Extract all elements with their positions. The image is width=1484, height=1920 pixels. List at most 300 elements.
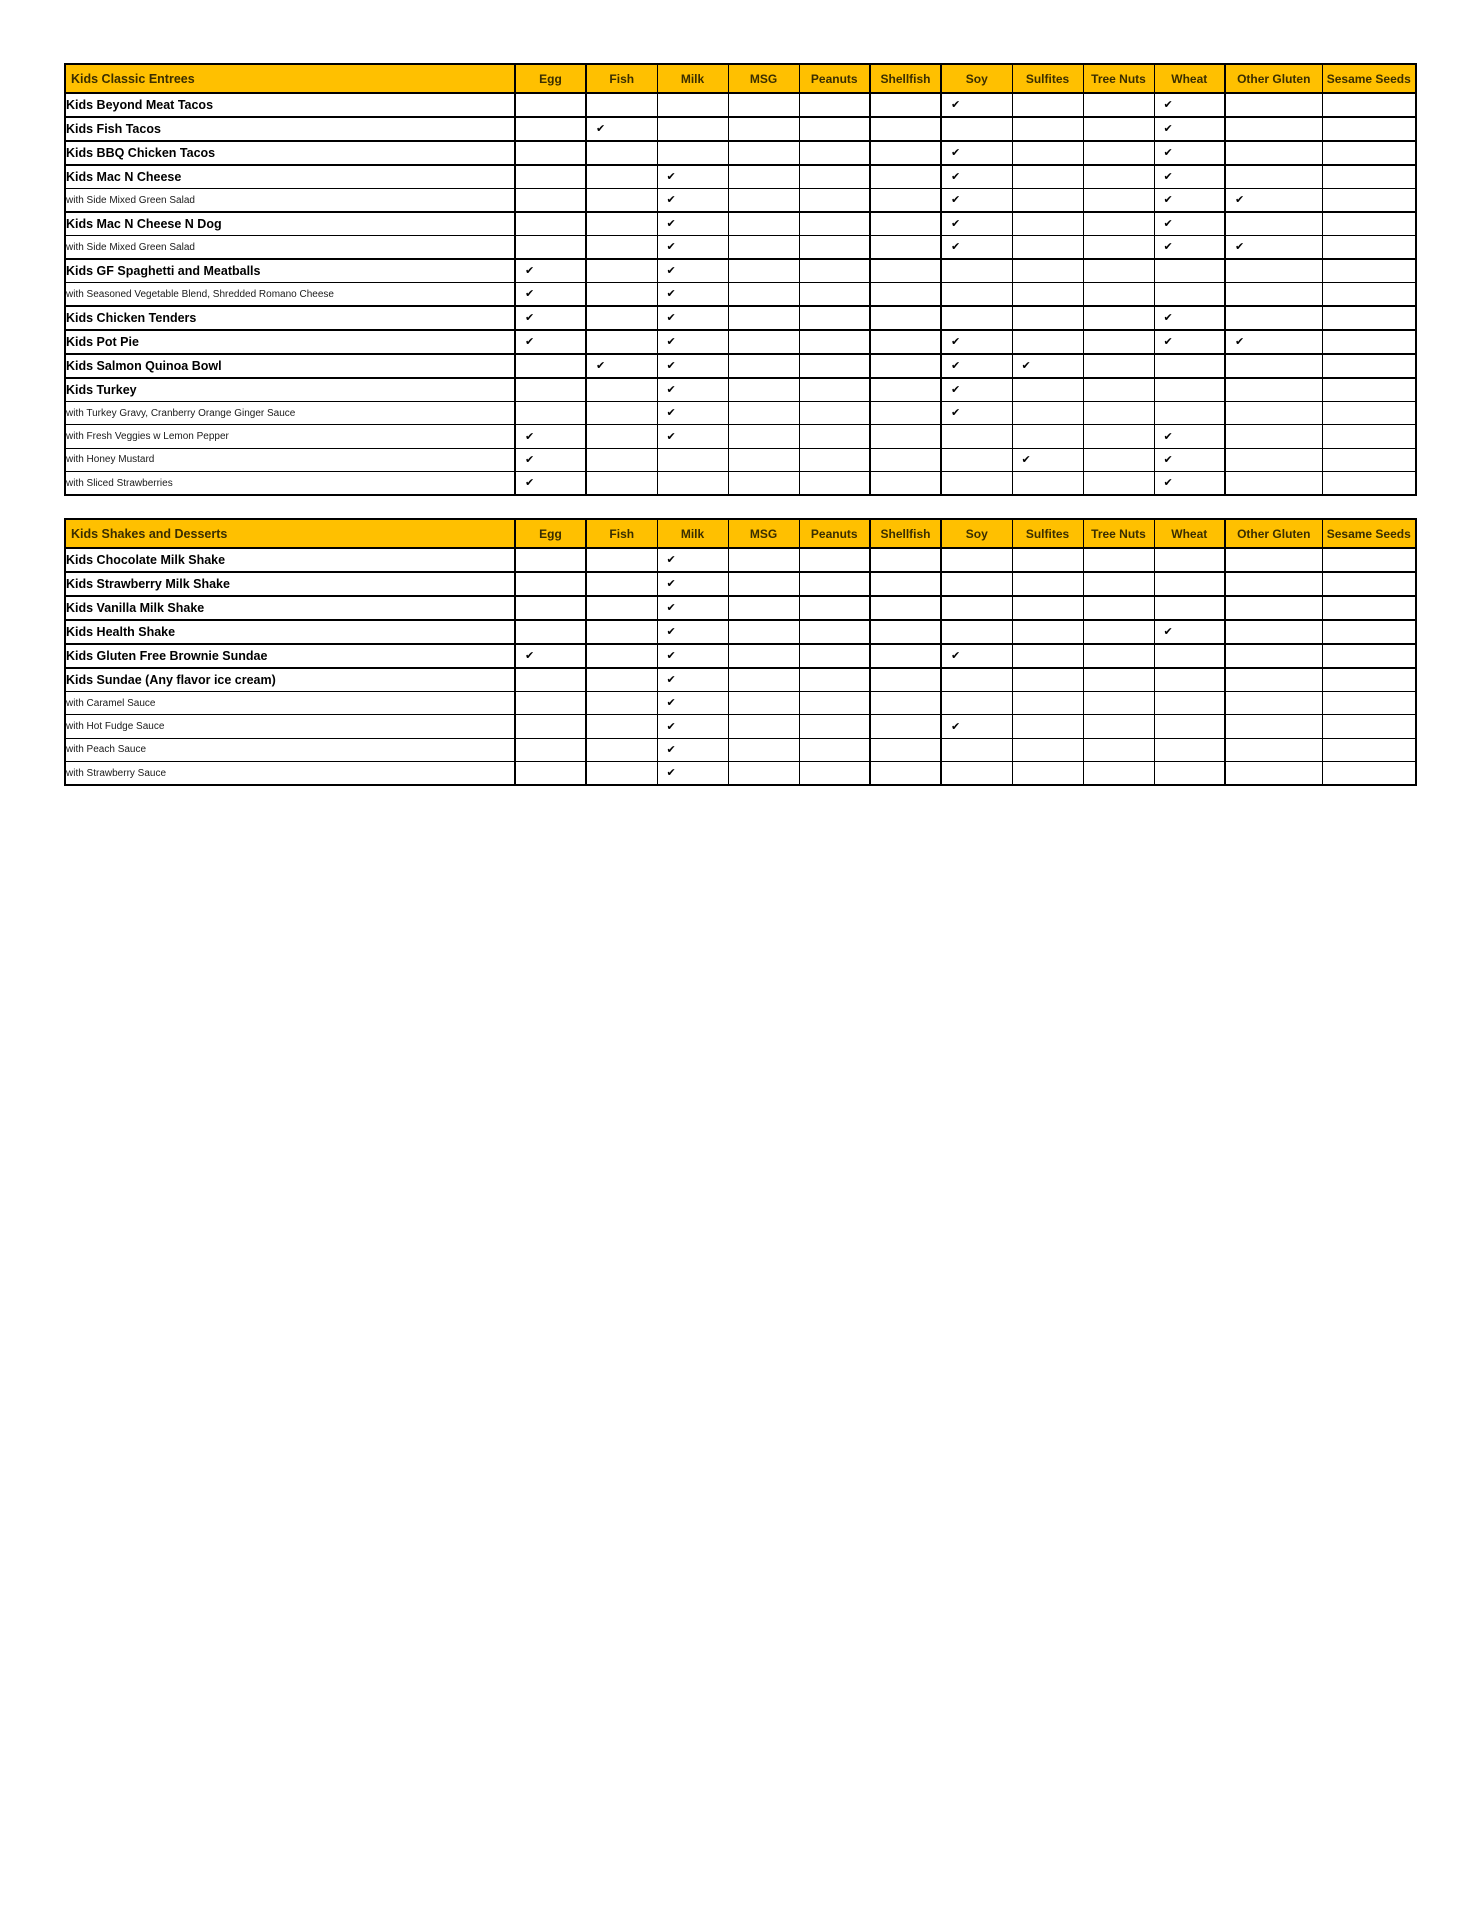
allergen-cell-sesame-seeds (1322, 548, 1416, 572)
check-icon: ✔ (951, 171, 961, 183)
allergen-cell-soy (941, 330, 1012, 354)
allergen-cell-sesame-seeds (1322, 620, 1416, 644)
allergen-cell-sesame-seeds (1322, 212, 1416, 236)
allergen-cell-shellfish (870, 259, 941, 283)
allergen-cell-msg (728, 117, 799, 141)
menu-row (65, 472, 1416, 496)
check-icon: ✔ (666, 336, 676, 348)
allergen-cell-wheat (1154, 330, 1225, 354)
allergen-cell-sulfites (1012, 236, 1083, 260)
allergen-cell-wheat (1154, 236, 1225, 260)
allergen-cell-other-gluten (1225, 448, 1322, 471)
allergen-cell-shellfish (870, 165, 941, 189)
allergen-cell-soy (941, 472, 1012, 496)
check-icon: ✔ (596, 360, 606, 372)
allergen-cell-other-gluten (1225, 354, 1322, 378)
allergen-cell-shellfish (870, 644, 941, 668)
allergen-cell-tree-nuts (1083, 738, 1154, 761)
allergen-cell-shellfish (870, 692, 941, 715)
sub-item-label: with Fresh Veggies w Lemon Pepper (65, 425, 515, 448)
allergen-cell-peanuts (799, 306, 870, 330)
allergen-cell-msg (728, 644, 799, 668)
allergen-cell-sesame-seeds (1322, 668, 1416, 692)
allergen-cell-wheat (1154, 378, 1225, 402)
allergen-cell-fish (586, 572, 657, 596)
check-icon: ✔ (525, 288, 535, 300)
allergen-cell-msg (728, 692, 799, 715)
allergen-cell-sulfites (1012, 548, 1083, 572)
allergen-cell-soy (941, 259, 1012, 283)
allergen-cell-tree-nuts (1083, 762, 1154, 786)
allergen-cell-egg (515, 572, 586, 596)
allergen-cell-shellfish (870, 402, 941, 425)
allergen-cell-sulfites (1012, 472, 1083, 496)
column-header-milk: Milk (657, 64, 728, 93)
allergen-cell-egg (515, 448, 586, 471)
column-header-egg: Egg (515, 64, 586, 93)
allergen-cell-msg (728, 330, 799, 354)
allergen-cell-fish (586, 93, 657, 117)
allergen-cell-tree-nuts (1083, 117, 1154, 141)
column-header-milk: Milk (657, 519, 728, 548)
allergen-cell-shellfish (870, 189, 941, 213)
menu-row (65, 692, 1416, 715)
allergen-cell-other-gluten (1225, 620, 1322, 644)
allergen-cell-other-gluten (1225, 668, 1322, 692)
allergen-table-kids-classic-entrees (64, 63, 1417, 496)
column-header-tree-nuts: Tree Nuts (1083, 519, 1154, 548)
menu-row (65, 259, 1416, 283)
allergen-cell-tree-nuts (1083, 93, 1154, 117)
allergen-cell-peanuts (799, 378, 870, 402)
allergen-cell-soy (941, 283, 1012, 307)
allergen-cell-peanuts (799, 354, 870, 378)
allergen-cell-msg (728, 93, 799, 117)
menu-row (65, 189, 1416, 213)
allergen-cell-tree-nuts (1083, 330, 1154, 354)
allergen-cell-wheat (1154, 715, 1225, 738)
column-header-shellfish: Shellfish (870, 519, 941, 548)
allergen-cell-milk (657, 472, 728, 496)
allergen-cell-msg (728, 165, 799, 189)
check-icon: ✔ (951, 407, 961, 420)
allergen-cell-msg (728, 212, 799, 236)
allergen-cell-wheat (1154, 402, 1225, 425)
allergen-cell-msg (728, 620, 799, 644)
allergen-cell-egg (515, 141, 586, 165)
column-header-sesame-seeds: Sesame Seeds (1322, 519, 1416, 548)
allergen-cell-soy (941, 620, 1012, 644)
allergen-cell-sesame-seeds (1322, 692, 1416, 715)
allergen-cell-egg (515, 738, 586, 761)
allergen-cell-shellfish (870, 762, 941, 786)
allergen-cell-sesame-seeds (1322, 762, 1416, 786)
allergen-cell-fish (586, 378, 657, 402)
allergen-cell-sulfites (1012, 762, 1083, 786)
allergen-cell-msg (728, 668, 799, 692)
allergen-cell-milk (657, 448, 728, 471)
allergen-cell-egg (515, 596, 586, 620)
sub-item-label: with Side Mixed Green Salad (65, 189, 515, 213)
allergen-cell-milk (657, 306, 728, 330)
allergen-cell-other-gluten (1225, 236, 1322, 260)
allergen-cell-peanuts (799, 283, 870, 307)
allergen-cell-wheat (1154, 212, 1225, 236)
menu-row (65, 425, 1416, 448)
allergen-cell-fish (586, 620, 657, 644)
allergen-cell-milk (657, 189, 728, 213)
check-icon: ✔ (525, 312, 535, 324)
menu-row (65, 165, 1416, 189)
allergen-cell-milk (657, 425, 728, 448)
allergen-cell-sesame-seeds (1322, 306, 1416, 330)
allergen-cell-wheat (1154, 620, 1225, 644)
allergen-cell-peanuts (799, 548, 870, 572)
allergen-cell-wheat (1154, 93, 1225, 117)
column-header-other-gluten: Other Gluten (1225, 64, 1322, 93)
allergen-cell-other-gluten (1225, 330, 1322, 354)
allergen-cell-msg (728, 189, 799, 213)
check-icon: ✔ (666, 720, 676, 733)
allergen-cell-soy (941, 572, 1012, 596)
allergen-cell-soy (941, 141, 1012, 165)
allergen-cell-fish (586, 283, 657, 307)
allergen-cell-tree-nuts (1083, 165, 1154, 189)
allergen-cell-msg (728, 283, 799, 307)
check-icon: ✔ (1163, 171, 1173, 183)
allergen-cell-other-gluten (1225, 738, 1322, 761)
allergen-cell-sesame-seeds (1322, 165, 1416, 189)
column-header-fish: Fish (586, 64, 657, 93)
menu-row (65, 236, 1416, 260)
allergen-cell-msg (728, 378, 799, 402)
allergen-cell-sesame-seeds (1322, 572, 1416, 596)
allergen-cell-peanuts (799, 189, 870, 213)
allergen-cell-peanuts (799, 668, 870, 692)
allergen-cell-peanuts (799, 93, 870, 117)
allergen-cell-milk (657, 330, 728, 354)
allergen-cell-soy (941, 596, 1012, 620)
menu-item-label: Kids GF Spaghetti and Meatballs (65, 259, 515, 283)
allergen-cell-peanuts (799, 692, 870, 715)
allergen-cell-other-gluten (1225, 165, 1322, 189)
allergen-cell-fish (586, 738, 657, 761)
check-icon: ✔ (666, 430, 676, 443)
allergen-cell-sesame-seeds (1322, 259, 1416, 283)
menu-row (65, 596, 1416, 620)
sub-item-label: with Sliced Strawberries (65, 472, 515, 496)
allergen-cell-tree-nuts (1083, 236, 1154, 260)
allergen-cell-msg (728, 236, 799, 260)
allergen-cell-egg (515, 668, 586, 692)
menu-row (65, 306, 1416, 330)
menu-row (65, 93, 1416, 117)
allergen-cell-sesame-seeds (1322, 354, 1416, 378)
column-header-wheat: Wheat (1154, 519, 1225, 548)
check-icon: ✔ (525, 265, 535, 277)
sub-item-label: with Strawberry Sauce (65, 762, 515, 786)
allergen-cell-milk (657, 738, 728, 761)
check-icon: ✔ (951, 99, 961, 111)
allergen-cell-wheat (1154, 472, 1225, 496)
allergen-cell-shellfish (870, 330, 941, 354)
check-icon: ✔ (666, 241, 676, 253)
menu-row (65, 572, 1416, 596)
check-icon: ✔ (1163, 123, 1173, 135)
allergen-cell-milk (657, 378, 728, 402)
allergen-cell-shellfish (870, 306, 941, 330)
allergen-cell-soy (941, 692, 1012, 715)
check-icon: ✔ (666, 218, 676, 230)
allergen-cell-egg (515, 330, 586, 354)
allergen-cell-fish (586, 189, 657, 213)
allergen-cell-shellfish (870, 715, 941, 738)
allergen-cell-other-gluten (1225, 596, 1322, 620)
allergen-cell-milk (657, 165, 728, 189)
allergen-cell-peanuts (799, 117, 870, 141)
allergen-cell-shellfish (870, 572, 941, 596)
allergen-cell-shellfish (870, 620, 941, 644)
allergen-cell-tree-nuts (1083, 692, 1154, 715)
allergen-cell-msg (728, 548, 799, 572)
allergen-cell-shellfish (870, 738, 941, 761)
allergen-cell-milk (657, 117, 728, 141)
allergen-cell-sulfites (1012, 448, 1083, 471)
check-icon: ✔ (666, 407, 676, 420)
column-header-soy: Soy (941, 64, 1012, 93)
check-icon: ✔ (666, 171, 676, 183)
allergen-cell-egg (515, 117, 586, 141)
menu-item-label: Kids Mac N Cheese N Dog (65, 212, 515, 236)
allergen-cell-egg (515, 425, 586, 448)
allergen-cell-sulfites (1012, 596, 1083, 620)
menu-item-label: Kids Turkey (65, 378, 515, 402)
check-icon: ✔ (666, 194, 676, 206)
allergen-cell-shellfish (870, 117, 941, 141)
allergen-cell-egg (515, 378, 586, 402)
allergen-cell-egg (515, 402, 586, 425)
allergen-cell-soy (941, 548, 1012, 572)
allergen-cell-shellfish (870, 596, 941, 620)
menu-item-label: Kids Chicken Tenders (65, 306, 515, 330)
header-row (65, 519, 1416, 548)
allergen-cell-milk (657, 668, 728, 692)
check-icon: ✔ (951, 241, 961, 253)
allergen-cell-egg (515, 762, 586, 786)
allergen-cell-egg (515, 259, 586, 283)
allergen-cell-egg (515, 644, 586, 668)
menu-row (65, 715, 1416, 738)
column-header-msg: MSG (728, 519, 799, 548)
allergen-cell-milk (657, 572, 728, 596)
allergen-cell-msg (728, 306, 799, 330)
allergen-cell-sulfites (1012, 212, 1083, 236)
allergen-cell-sulfites (1012, 378, 1083, 402)
check-icon: ✔ (1163, 453, 1173, 466)
check-icon: ✔ (525, 430, 535, 443)
allergen-cell-wheat (1154, 668, 1225, 692)
allergen-cell-tree-nuts (1083, 283, 1154, 307)
allergen-cell-tree-nuts (1083, 212, 1154, 236)
allergen-cell-fish (586, 644, 657, 668)
allergen-cell-fish (586, 212, 657, 236)
column-header-peanuts: Peanuts (799, 64, 870, 93)
allergen-cell-fish (586, 668, 657, 692)
sub-item-label: with Honey Mustard (65, 448, 515, 471)
allergen-cell-egg (515, 472, 586, 496)
allergen-cell-sulfites (1012, 572, 1083, 596)
allergen-cell-egg (515, 283, 586, 307)
column-header-tree-nuts: Tree Nuts (1083, 64, 1154, 93)
allergen-cell-milk (657, 644, 728, 668)
allergen-cell-fish (586, 448, 657, 471)
column-header-shellfish: Shellfish (870, 64, 941, 93)
allergen-cell-soy (941, 425, 1012, 448)
check-icon: ✔ (951, 360, 961, 372)
allergen-cell-sulfites (1012, 425, 1083, 448)
allergen-cell-shellfish (870, 93, 941, 117)
menu-row (65, 330, 1416, 354)
allergen-cell-wheat (1154, 425, 1225, 448)
allergen-cell-tree-nuts (1083, 596, 1154, 620)
allergen-cell-peanuts (799, 620, 870, 644)
allergen-cell-soy (941, 236, 1012, 260)
allergen-cell-fish (586, 236, 657, 260)
allergen-cell-sesame-seeds (1322, 141, 1416, 165)
allergen-cell-other-gluten (1225, 93, 1322, 117)
allergen-cell-other-gluten (1225, 715, 1322, 738)
column-header-sulfites: Sulfites (1012, 519, 1083, 548)
allergen-cell-soy (941, 378, 1012, 402)
table-title: Kids Classic Entrees (65, 64, 515, 93)
check-icon: ✔ (1163, 336, 1173, 348)
allergen-cell-sulfites (1012, 620, 1083, 644)
allergen-cell-other-gluten (1225, 692, 1322, 715)
allergen-cell-sulfites (1012, 330, 1083, 354)
menu-item-label: Kids Vanilla Milk Shake (65, 596, 515, 620)
allergen-cell-milk (657, 762, 728, 786)
allergen-cell-msg (728, 572, 799, 596)
allergen-cell-other-gluten (1225, 212, 1322, 236)
allergen-cell-peanuts (799, 141, 870, 165)
column-header-msg: MSG (728, 64, 799, 93)
allergen-cell-msg (728, 402, 799, 425)
allergen-cell-sesame-seeds (1322, 596, 1416, 620)
check-icon: ✔ (951, 194, 961, 206)
allergen-cell-fish (586, 472, 657, 496)
check-icon: ✔ (596, 123, 606, 135)
menu-item-label: Kids BBQ Chicken Tacos (65, 141, 515, 165)
allergen-cell-soy (941, 212, 1012, 236)
check-icon: ✔ (525, 650, 535, 662)
allergen-cell-tree-nuts (1083, 141, 1154, 165)
sub-item-label: with Side Mixed Green Salad (65, 236, 515, 260)
allergen-cell-other-gluten (1225, 306, 1322, 330)
check-icon: ✔ (666, 384, 676, 396)
allergen-cell-sulfites (1012, 354, 1083, 378)
allergen-cell-tree-nuts (1083, 259, 1154, 283)
menu-item-label: Kids Sundae (Any flavor ice cream) (65, 668, 515, 692)
allergen-cell-milk (657, 354, 728, 378)
allergen-cell-soy (941, 762, 1012, 786)
allergen-cell-milk (657, 620, 728, 644)
check-icon: ✔ (666, 674, 676, 686)
menu-row (65, 354, 1416, 378)
allergen-cell-fish (586, 425, 657, 448)
allergen-cell-msg (728, 354, 799, 378)
check-icon: ✔ (1163, 241, 1173, 253)
allergen-cell-sulfites (1012, 738, 1083, 761)
check-icon: ✔ (1235, 241, 1245, 253)
allergen-cell-egg (515, 715, 586, 738)
check-icon: ✔ (666, 265, 676, 277)
allergen-cell-sulfites (1012, 668, 1083, 692)
menu-row (65, 448, 1416, 471)
allergen-cell-shellfish (870, 283, 941, 307)
check-icon: ✔ (951, 650, 961, 662)
allergen-table-kids-shakes-and-desserts (64, 518, 1417, 786)
allergen-cell-soy (941, 93, 1012, 117)
allergen-cell-tree-nuts (1083, 715, 1154, 738)
allergen-cell-tree-nuts (1083, 378, 1154, 402)
allergen-cell-peanuts (799, 236, 870, 260)
menu-item-label: Kids Mac N Cheese (65, 165, 515, 189)
allergen-cell-peanuts (799, 572, 870, 596)
menu-row (65, 402, 1416, 425)
allergen-cell-other-gluten (1225, 762, 1322, 786)
column-header-egg: Egg (515, 519, 586, 548)
allergen-cell-fish (586, 354, 657, 378)
allergen-cell-milk (657, 212, 728, 236)
allergen-cell-sulfites (1012, 93, 1083, 117)
allergen-cell-msg (728, 738, 799, 761)
allergen-cell-msg (728, 141, 799, 165)
column-header-fish: Fish (586, 519, 657, 548)
allergen-cell-peanuts (799, 165, 870, 189)
check-icon: ✔ (525, 477, 535, 490)
menu-row (65, 668, 1416, 692)
allergen-cell-wheat (1154, 762, 1225, 786)
menu-row (65, 141, 1416, 165)
allergen-cell-egg (515, 692, 586, 715)
allergen-cell-shellfish (870, 448, 941, 471)
column-header-sulfites: Sulfites (1012, 64, 1083, 93)
allergen-cell-soy (941, 448, 1012, 471)
allergen-cell-shellfish (870, 378, 941, 402)
allergen-cell-msg (728, 762, 799, 786)
allergen-cell-wheat (1154, 354, 1225, 378)
allergen-cell-sesame-seeds (1322, 425, 1416, 448)
sub-item-label: with Peach Sauce (65, 738, 515, 761)
allergen-cell-soy (941, 738, 1012, 761)
allergen-cell-sulfites (1012, 715, 1083, 738)
allergen-cell-milk (657, 402, 728, 425)
allergen-cell-milk (657, 715, 728, 738)
allergen-cell-tree-nuts (1083, 189, 1154, 213)
menu-row (65, 762, 1416, 786)
sub-item-label: with Caramel Sauce (65, 692, 515, 715)
allergen-cell-tree-nuts (1083, 448, 1154, 471)
allergen-cell-sulfites (1012, 692, 1083, 715)
allergen-cell-shellfish (870, 212, 941, 236)
allergen-cell-sulfites (1012, 117, 1083, 141)
menu-row (65, 620, 1416, 644)
menu-item-label: Kids Salmon Quinoa Bowl (65, 354, 515, 378)
menu-item-label: Kids Strawberry Milk Shake (65, 572, 515, 596)
allergen-cell-soy (941, 189, 1012, 213)
allergen-cell-wheat (1154, 259, 1225, 283)
allergen-cell-egg (515, 306, 586, 330)
